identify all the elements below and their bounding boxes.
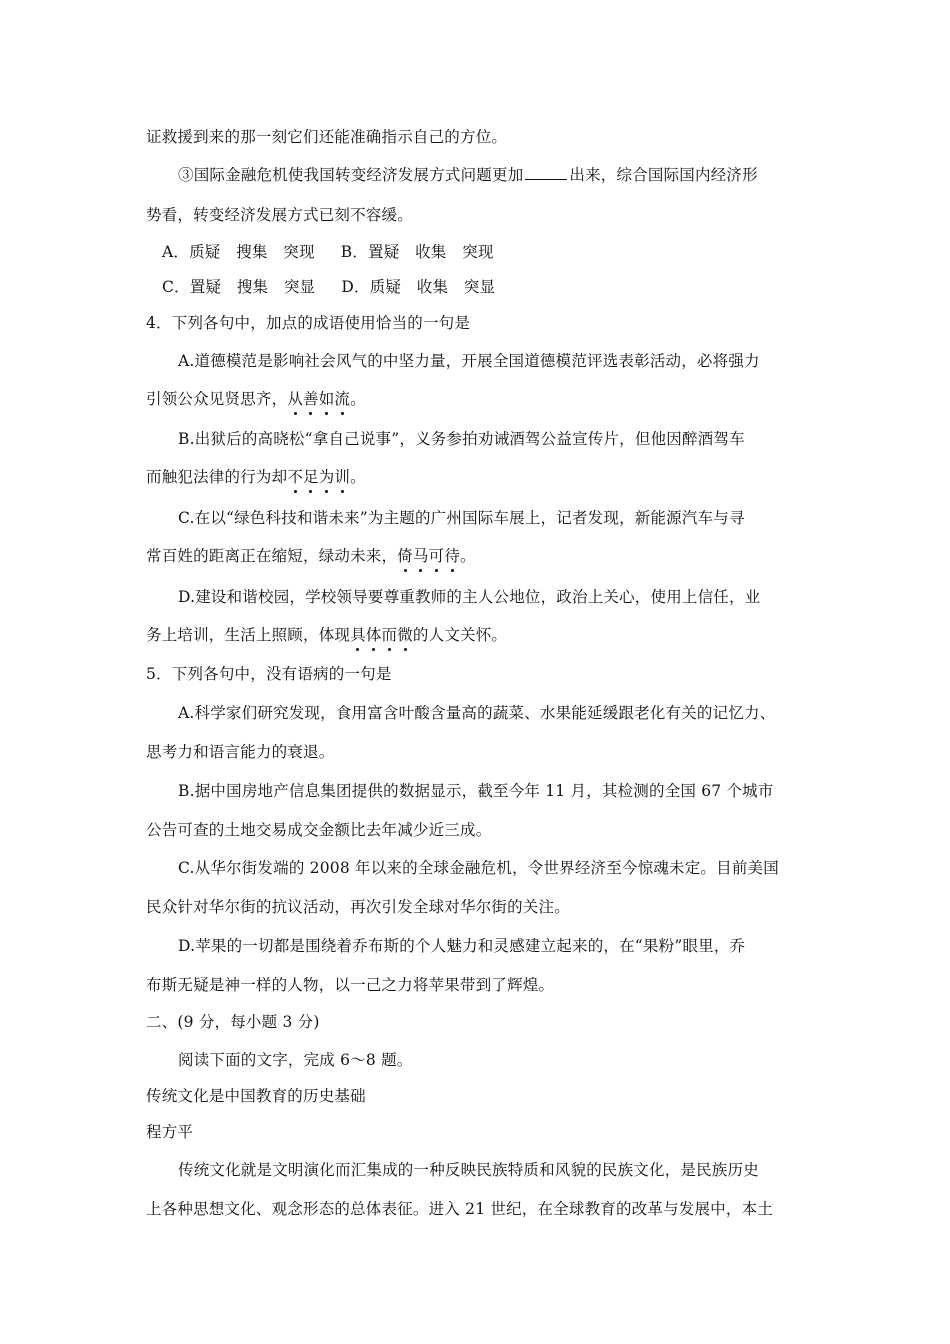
dotted-char: 可 bbox=[428, 547, 445, 565]
question-4-option-d-line-1: D.建设和谐校园，学校领导要尊重教师的主人公地位，政治上关心，使用上信任，业 bbox=[178, 588, 761, 606]
question-5-option-b-line-1: B.据中国房地产信息集团提供的数据显示，截至今年 11 月，其检测的全国 67 个城市 bbox=[178, 782, 774, 800]
question-4-option-a-line-1: A.道德模范是影响社会风气的中坚力量，开展全国道德模范评选表彰活动，必将强力 bbox=[178, 352, 760, 370]
question-3-item-3-line-2: 势看，转变经济发展方式已刻不容缓。 bbox=[146, 206, 413, 224]
dotted-char: 如 bbox=[318, 390, 335, 408]
question-4-option-b-line-1: B.出狱后的高晓松“拿自己说事”，义务参拍劝诫酒驾公益宣传片，但他因醉酒驾车 bbox=[178, 430, 745, 448]
text-segment: 。 bbox=[460, 547, 476, 565]
question-5-option-b-line-2: 公告可查的土地交易成交金额比去年减少近三成。 bbox=[146, 821, 492, 839]
question-4-option-c-line-1: C.在以“绿色科技和谐未来”为主题的广州国际车展上，记者发现，新能源汽车与寻 bbox=[178, 509, 745, 527]
text-segment: 引领公众见贤思齐， bbox=[146, 390, 288, 408]
dotted-char: 具 bbox=[350, 626, 366, 644]
article-title: 传统文化是中国教育的历史基础 bbox=[146, 1087, 366, 1105]
dotted-char: 不 bbox=[287, 468, 304, 486]
dotted-char: 足 bbox=[303, 468, 319, 486]
dotted-char: 马 bbox=[412, 547, 429, 565]
article-body-line-1: 传统文化就是文明演化而汇集成的一种反映民族特质和风貌的民族文化，是民族历史 bbox=[178, 1161, 759, 1179]
question-5-option-c-line-2: 民众针对华尔街的抗议活动，再次引发全球对华尔街的关注。 bbox=[146, 898, 570, 916]
question-4-stem: 4．下列各句中，加点的成语使用恰当的一句是 bbox=[146, 314, 471, 332]
question-4-option-a-line-2 bbox=[146, 389, 366, 409]
article-author: 程方平 bbox=[146, 1123, 194, 1141]
question-5-option-c-line-1: C.从华尔街发端的 2008 年以来的全球金融危机，令世界经济至今惊魂未定。目前美国 bbox=[178, 859, 779, 877]
question-5-option-d-line-2: 布斯无疑是神一样的人物，以一己之力将苹果带到了辉煌。 bbox=[146, 976, 555, 994]
text-segment: 出来，综合国际国内经济形 bbox=[569, 166, 758, 184]
dotted-char: 而 bbox=[381, 626, 398, 644]
dotted-char: 倚 bbox=[397, 547, 413, 565]
question-5-stem: 5．下列各句中，没有语病的一句是 bbox=[146, 665, 392, 683]
question-4-option-d-line-2 bbox=[146, 625, 507, 645]
article-body-line-2: 上各种思想文化、观念形态的总体表征。进入 21 世纪，在全球教育的改革与发展中，本土 bbox=[146, 1200, 773, 1218]
question-5-option-a-line-1: A.科学家们研究发现，食用富含叶酸含量高的蔬菜、水果能延缓跟老化有关的记忆力、 bbox=[178, 704, 776, 722]
dotted-char: 待 bbox=[444, 547, 461, 565]
dotted-char: 体 bbox=[365, 626, 382, 644]
option-d: D．质疑 收集 突显 bbox=[341, 278, 496, 296]
question-3-item-3-line-1 bbox=[178, 165, 758, 185]
question-5-option-d-line-1: D.苹果的一切都是围绕着乔布斯的个人魅力和灵感建立起来的，在“果粉”眼里，乔 bbox=[178, 937, 746, 955]
question-4-option-b-line-2 bbox=[146, 467, 366, 487]
dotted-char: 微 bbox=[397, 626, 413, 644]
text-segment: 的人文关怀。 bbox=[412, 626, 508, 644]
text-segment: 而触犯法律的行为却 bbox=[146, 468, 288, 486]
fill-in-blank bbox=[525, 165, 567, 180]
section-2-heading: 二、(9 分，每小题 3 分) bbox=[146, 1013, 320, 1031]
question-3-options-row-2 bbox=[162, 277, 495, 297]
text-segment: 务上培训，生活上照顾，体现 bbox=[146, 626, 351, 644]
dotted-char: 善 bbox=[303, 390, 319, 408]
question-4-option-c-line-2 bbox=[146, 546, 476, 566]
text-segment: 。 bbox=[350, 468, 366, 486]
dotted-char: 流 bbox=[334, 390, 351, 408]
paragraph-line: 证救援到来的那一刻它们还能准确指示自己的方位。 bbox=[146, 128, 508, 146]
dotted-char: 为 bbox=[318, 468, 335, 486]
text-segment: ③国际金融危机使我国转变经济发展方式问题更加 bbox=[178, 166, 524, 184]
question-3-options-row-1 bbox=[162, 242, 494, 262]
dotted-char: 从 bbox=[287, 390, 304, 408]
option-b: B．置疑 收集 突现 bbox=[340, 243, 494, 261]
question-5-option-a-line-2: 思考力和语言能力的衰退。 bbox=[146, 743, 335, 761]
option-c: C．置疑 搜集 突显 bbox=[162, 278, 316, 296]
text-segment: 。 bbox=[350, 390, 366, 408]
text-segment: 常百姓的距离正在缩短，绿动未来， bbox=[146, 547, 398, 565]
reading-instruction: 阅读下面的文字，完成 6～8 题。 bbox=[178, 1051, 413, 1069]
dotted-char: 训 bbox=[334, 468, 351, 486]
option-a: A．质疑 搜集 突现 bbox=[162, 243, 315, 261]
